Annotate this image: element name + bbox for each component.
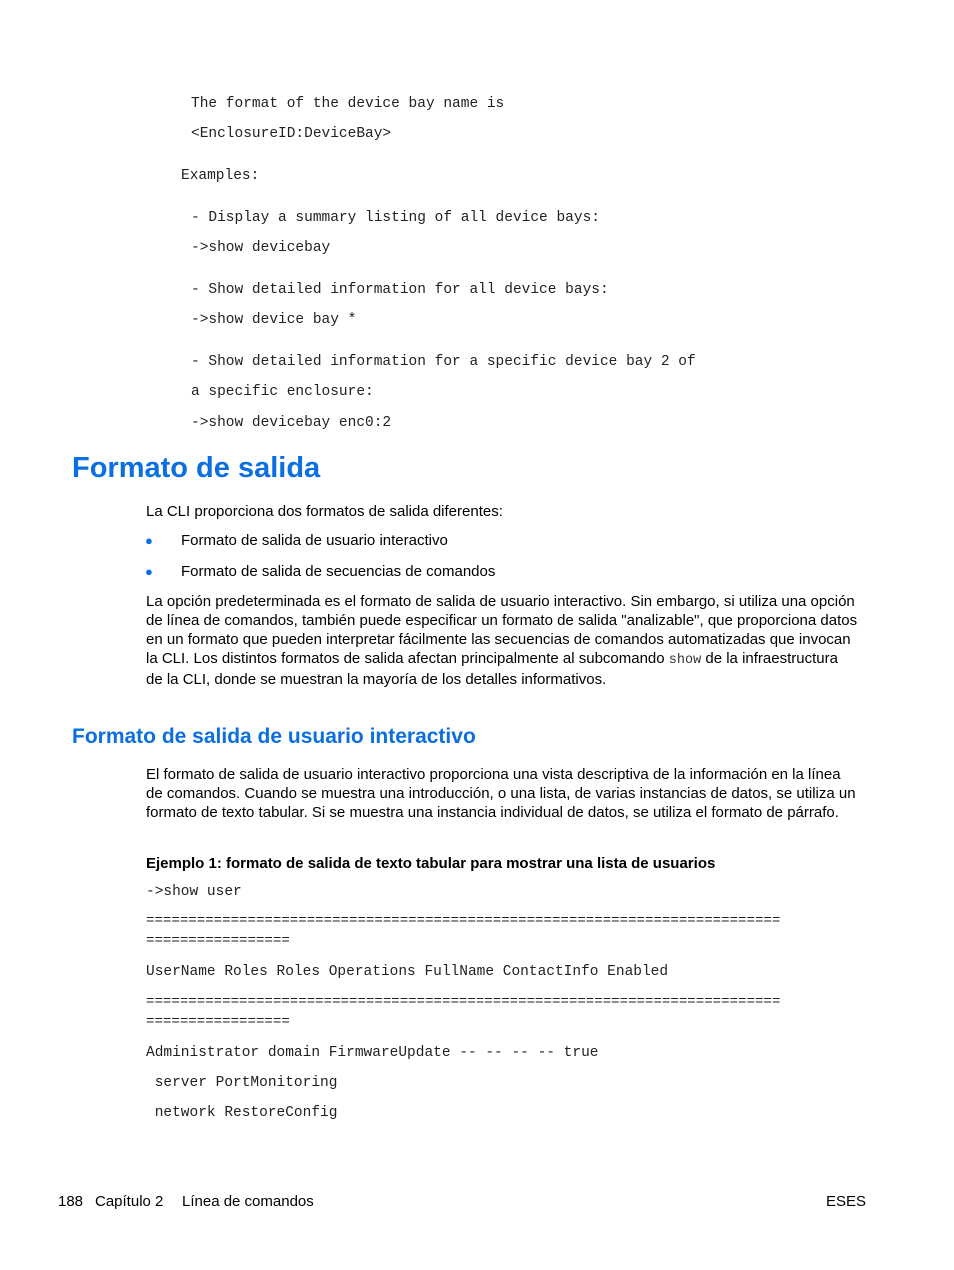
- code-separator: ===========================================================================: [146, 994, 781, 1010]
- list-item: Formato de salida de secuencias de comandos: [181, 563, 496, 580]
- code-line: ->show devicebay enc0:2: [191, 415, 392, 431]
- code-line: - Show detailed information for all device bays:: [191, 282, 609, 298]
- code-line: - Show detailed information for a specific device bay 2 of: [191, 354, 696, 370]
- section-title: Formato de salida: [72, 452, 321, 484]
- code-line: Examples:: [181, 168, 260, 184]
- code-line: ->show device bay *: [191, 312, 357, 328]
- paragraph-text: La opción predeterminada es el formato de salida de usuario interactivo. Sin embargo, si utiliza una opción de línea de comandos, también puede especificar un formato de salida "analizable", que proporciona datos en un formato que pueden interpretar fácilmente las secuencias de comandos automatizadas que invocan la CLI. Los distintos formatos de salida afectan principalmente al subcomando: [146, 593, 858, 667]
- subsection-title: Formato de salida de usuario interactivo: [72, 725, 476, 748]
- code-separator: ===========================================================================: [146, 913, 781, 929]
- locale-code: ESES: [825, 1193, 866, 1210]
- code-line: <EnclosureID:DeviceBay>: [191, 126, 392, 142]
- code-line: The format of the device bay name is: [191, 96, 505, 112]
- body-paragraph: El formato de salida de usuario interactivo proporciona una vista descriptiva de la información en la línea de comandos. Cuando se muestra una introducción, o una lista, de varias instancias de datos, se utiliza un formato de texto tabular. Si se muestra una instancia individual de datos, se utiliza el formato de párrafo.: [146, 766, 856, 821]
- code-line: network RestoreConfig: [146, 1105, 338, 1121]
- body-paragraph: [146, 592, 858, 689]
- bullet-icon: ●: [145, 564, 153, 579]
- paragraph-text: de la infraestructura de la CLI, donde se muestran la mayoría de los detalles informativos.: [146, 650, 838, 688]
- intro-text: La CLI proporciona dos formatos de salida diferentes:: [146, 503, 503, 520]
- page-number: 188: [58, 1193, 84, 1210]
- inline-code: show: [668, 653, 702, 668]
- code-line: - Display a summary listing of all device bays:: [191, 210, 600, 226]
- code-line: server PortMonitoring: [146, 1075, 338, 1091]
- code-line: a specific enclosure:: [191, 384, 374, 400]
- list-item: Formato de salida de usuario interactivo: [181, 532, 448, 549]
- code-line: ->show devicebay: [191, 240, 331, 256]
- code-separator: =================: [146, 933, 290, 949]
- code-line: Administrator domain FirmwareUpdate -- -- -- -- true: [146, 1045, 599, 1061]
- code-line: ->show user: [146, 884, 242, 900]
- bullet-icon: ●: [145, 533, 153, 548]
- chapter-label: Capítulo 2: [95, 1193, 164, 1210]
- code-line: UserName Roles Roles Operations FullName ContactInfo Enabled: [146, 964, 669, 980]
- chapter-title: Línea de comandos: [182, 1193, 314, 1210]
- code-separator: =================: [146, 1014, 290, 1030]
- example-heading: Ejemplo 1: formato de salida de texto tabular para mostrar una lista de usuarios: [146, 855, 716, 872]
